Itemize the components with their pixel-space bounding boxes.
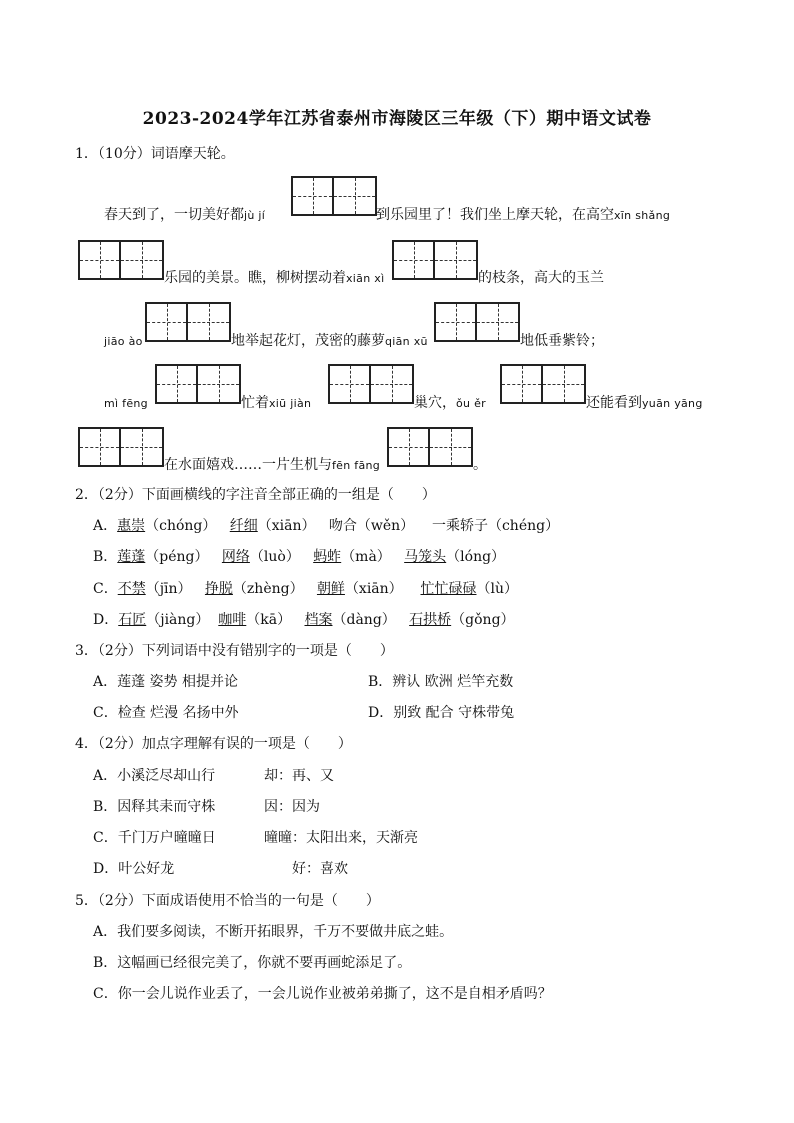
q1-line5-text — [164, 455, 380, 476]
option-pinyin: （péng） — [145, 549, 209, 565]
q3-option-b[interactable]: B．辨认 欧洲 烂竿充数 — [368, 674, 514, 690]
option-word: 蚂蚱 — [313, 549, 342, 565]
q4-option-b[interactable]: B．因释其耒而守株 — [93, 799, 216, 815]
q4-option-c[interactable]: C．千门万户曈曈日 — [93, 830, 216, 846]
answer-grid-10[interactable] — [387, 427, 473, 467]
q1-text-segment: 春天到了，一切美好都 — [104, 207, 244, 223]
option-pinyin: （zhèng） — [232, 581, 304, 597]
q1-line2-text-b: 的枝条，高大的玉兰 — [478, 270, 604, 286]
q1-line4-text-b — [414, 393, 486, 414]
q5-header: 5．（2分）下面成语使用不恰当的一句是（ ） — [75, 893, 380, 909]
q1-line3-text-b: 地低垂紫铃； — [520, 333, 604, 349]
option-word: 一乘轿子 — [431, 518, 488, 534]
q4-option-d[interactable]: D．叶公好龙 — [93, 861, 175, 877]
option-word: 惠崇 — [117, 518, 146, 534]
q4-option-b-explanation: 因：因为 — [264, 799, 320, 815]
option-word: 马笼头 — [404, 549, 447, 565]
q2-option-a[interactable] — [93, 516, 559, 536]
pinyin-ouer: ǒu ěr — [456, 397, 486, 410]
answer-grid-2[interactable] — [78, 240, 164, 280]
answer-grid-8[interactable] — [500, 364, 586, 404]
pinyin-juji: jù jí — [244, 209, 266, 222]
option-word: 吻合 — [328, 518, 357, 534]
option-word: 朝鲜 — [316, 581, 345, 597]
pinyin-fenfang: fēn fāng — [332, 459, 381, 472]
option-pinyin: （luò） — [249, 549, 300, 565]
option-word: 网络 — [221, 549, 250, 565]
answer-grid-5[interactable] — [434, 302, 520, 342]
option-pinyin: （mà） — [341, 549, 391, 565]
page-title: 2023-2024学年江苏省泰州市海陵区三年级（下）期中语文试卷 — [142, 109, 652, 129]
q1-text-segment: 在水面嬉戏……一片生机与 — [164, 457, 332, 473]
pinyin-text: jiāo ào — [104, 335, 143, 348]
q3-header: 3．（2分）下列词语中没有错别字的一项是（ ） — [75, 643, 394, 659]
q2-option-d[interactable] — [93, 610, 515, 630]
option-word: 挣脱 — [204, 581, 233, 597]
q1-text-segment: 到乐园里了！我们坐上摩天轮，在高空 — [376, 207, 614, 223]
answer-grid-3[interactable] — [392, 240, 478, 280]
q3-option-a[interactable]: A．莲蓬 姿势 相提并论 — [93, 674, 239, 690]
option-label: B． — [93, 549, 118, 565]
q1-line4-text — [241, 393, 311, 414]
answer-grid-9[interactable] — [78, 427, 164, 467]
q1-line4-text-c — [586, 393, 703, 414]
q1-text-segment: 忙着 — [241, 395, 269, 411]
pinyin-xianxi: xiān xì — [346, 272, 385, 285]
q1-line5-end: 。 — [473, 457, 487, 473]
option-word: 忙忙碌碌 — [420, 581, 477, 597]
option-word: 不禁 — [117, 581, 146, 597]
q5-option-c[interactable]: C．你一会儿说作业丢了，一会儿说作业被弟弟撕了，这不是自相矛盾吗？ — [93, 986, 552, 1002]
option-pinyin: （jīn） — [145, 581, 192, 597]
pinyin-yuanyang: yuān yāng — [642, 397, 703, 410]
option-label: A． — [93, 518, 118, 534]
q2-option-c[interactable] — [93, 579, 518, 599]
q1-line1-text — [104, 205, 265, 226]
q4-option-d-explanation: 好：喜欢 — [292, 861, 348, 877]
pinyin-text: mì fēng — [104, 397, 148, 410]
option-pinyin: （chóng） — [145, 518, 217, 534]
q4-header: 4．（2分）加点字理解有误的一项是（ ） — [75, 736, 352, 752]
option-pinyin: （lù） — [476, 581, 518, 597]
option-word: 档案 — [304, 612, 333, 628]
option-pinyin: （gǒng） — [451, 612, 515, 628]
q4-option-a[interactable]: A．小溪泛尽却山行 — [93, 768, 216, 784]
option-pinyin: （kā） — [246, 612, 292, 628]
q4-option-a-explanation: 却：再、又 — [264, 768, 334, 784]
option-label: D． — [93, 612, 119, 628]
option-word: 纤细 — [229, 518, 258, 534]
q1-line1-text-b — [376, 205, 670, 226]
pinyin-jiaoao — [104, 331, 143, 352]
q1-text-segment: 乐园的美景。瞧，柳树摆动着 — [164, 270, 346, 286]
option-word: 咖啡 — [218, 612, 247, 628]
pinyin-qianxu: qiān xū — [385, 335, 428, 348]
pinyin-xinshang: xīn shǎng — [614, 209, 671, 222]
answer-grid-7[interactable] — [328, 364, 414, 404]
option-word: 莲蓬 — [117, 549, 146, 565]
q1-text-segment: 巢穴， — [414, 395, 456, 411]
q1-text-segment: 还能看到 — [586, 395, 642, 411]
pinyin-xiujian: xiū jiàn — [269, 397, 312, 410]
answer-grid-1[interactable] — [291, 176, 377, 216]
option-word: 石拱桥 — [409, 612, 452, 628]
q1-line2-text — [164, 268, 384, 289]
answer-grid-4[interactable] — [145, 302, 231, 342]
option-pinyin: （jiàng） — [146, 612, 210, 628]
q2-header: 2．（2分）下面画横线的字注音全部正确的一组是（ ） — [75, 487, 436, 503]
q1-header: 1．（10分）词语摩天轮。 — [75, 146, 235, 162]
pinyin-mifeng — [104, 393, 148, 414]
q5-option-b[interactable]: B．这幅画已经很完美了，你就不要再画蛇添足了。 — [93, 955, 412, 971]
q2-option-b[interactable] — [93, 547, 505, 567]
option-pinyin: （xiān） — [257, 518, 316, 534]
option-label: C． — [93, 581, 118, 597]
option-pinyin: （chéng） — [487, 518, 560, 534]
option-word: 石匠 — [118, 612, 147, 628]
q1-line3-text — [231, 331, 428, 352]
option-pinyin: （dàng） — [332, 612, 396, 628]
q4-option-c-explanation: 曈曈：太阳出来，天渐亮 — [264, 830, 418, 846]
q1-text-segment: 地举起花灯，茂密的藤萝 — [231, 333, 385, 349]
q3-option-d[interactable]: D．别致 配合 守株带兔 — [368, 705, 515, 721]
option-pinyin: （xiān） — [344, 581, 403, 597]
q5-option-a[interactable]: A．我们要多阅读，不断开拓眼界，千万不要做井底之蛙。 — [93, 924, 454, 940]
option-pinyin: （wěn） — [356, 518, 415, 534]
answer-grid-6[interactable] — [155, 364, 241, 404]
option-pinyin: （lóng） — [446, 549, 506, 565]
q3-option-c[interactable]: C．检查 烂漫 名扬中外 — [93, 705, 239, 721]
